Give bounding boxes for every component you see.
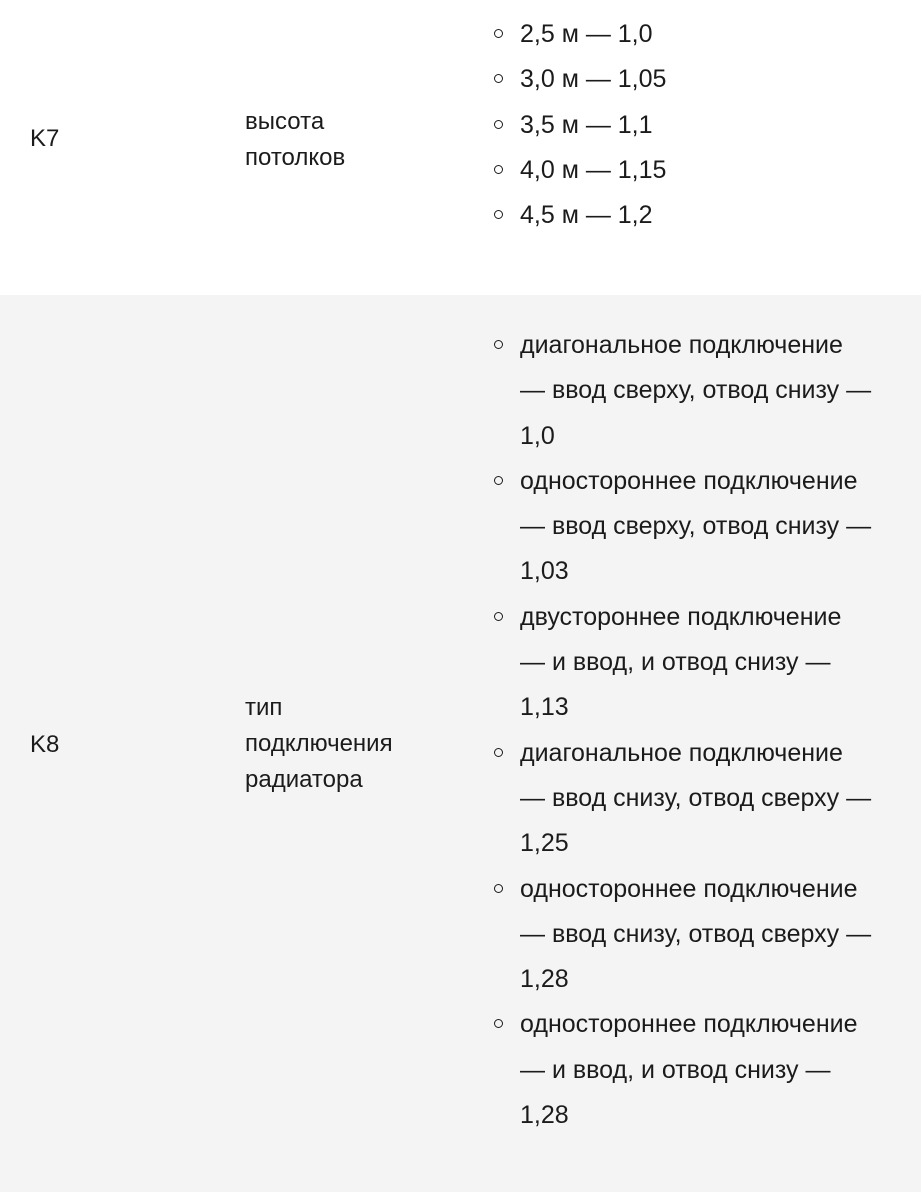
value-list: [494, 12, 904, 238]
parameter-line: тип: [245, 694, 283, 721]
circle-bullet-icon: [494, 210, 503, 219]
list-item: 3,5 м — 1,1: [494, 103, 904, 148]
list-item: 4,0 м — 1,15: [494, 148, 904, 193]
list-item: диагональное подключение — ввод сверху, отвод снизу — 1,0: [494, 323, 904, 459]
table-bottom-divider: [0, 1192, 921, 1200]
circle-bullet-icon: [494, 120, 503, 129]
parameter-line: радиатора: [245, 766, 363, 793]
list-item: 3,0 м — 1,05: [494, 57, 904, 102]
circle-bullet-icon: [494, 1019, 503, 1028]
circle-bullet-icon: [494, 884, 503, 893]
list-item: 2,5 м — 1,0: [494, 12, 904, 57]
list-item: одностороннее подключение — ввод снизу, отвод сверху — 1,28: [494, 867, 904, 1003]
list-item: одностороннее подключение — ввод сверху, отвод снизу — 1,03: [494, 459, 904, 595]
row-code: K8: [30, 731, 60, 758]
list-item: двустороннее подключение — и ввод, и отвод снизу — 1,13: [494, 595, 904, 731]
circle-bullet-icon: [494, 748, 503, 757]
row-parameter: [245, 690, 455, 798]
circle-bullet-icon: [494, 612, 503, 621]
parameter-line: подключения: [245, 730, 393, 757]
circle-bullet-icon: [494, 340, 503, 349]
circle-bullet-icon: [494, 165, 503, 174]
row-parameter: [245, 104, 455, 176]
table-row-k8: [0, 295, 921, 1192]
circle-bullet-icon: [494, 29, 503, 38]
row-code: K7: [30, 125, 60, 152]
value-list: [494, 323, 904, 1138]
list-item: диагональное подключение — ввод снизу, отвод сверху — 1,25: [494, 731, 904, 867]
circle-bullet-icon: [494, 74, 503, 83]
parameter-line: потолков: [245, 144, 346, 171]
parameter-line: высота: [245, 108, 325, 135]
table-row-k7: [0, 0, 921, 295]
list-item: 4,5 м — 1,2: [494, 193, 904, 238]
list-item: одностороннее подключение — и ввод, и отвод снизу — 1,28: [494, 1002, 904, 1138]
circle-bullet-icon: [494, 476, 503, 485]
